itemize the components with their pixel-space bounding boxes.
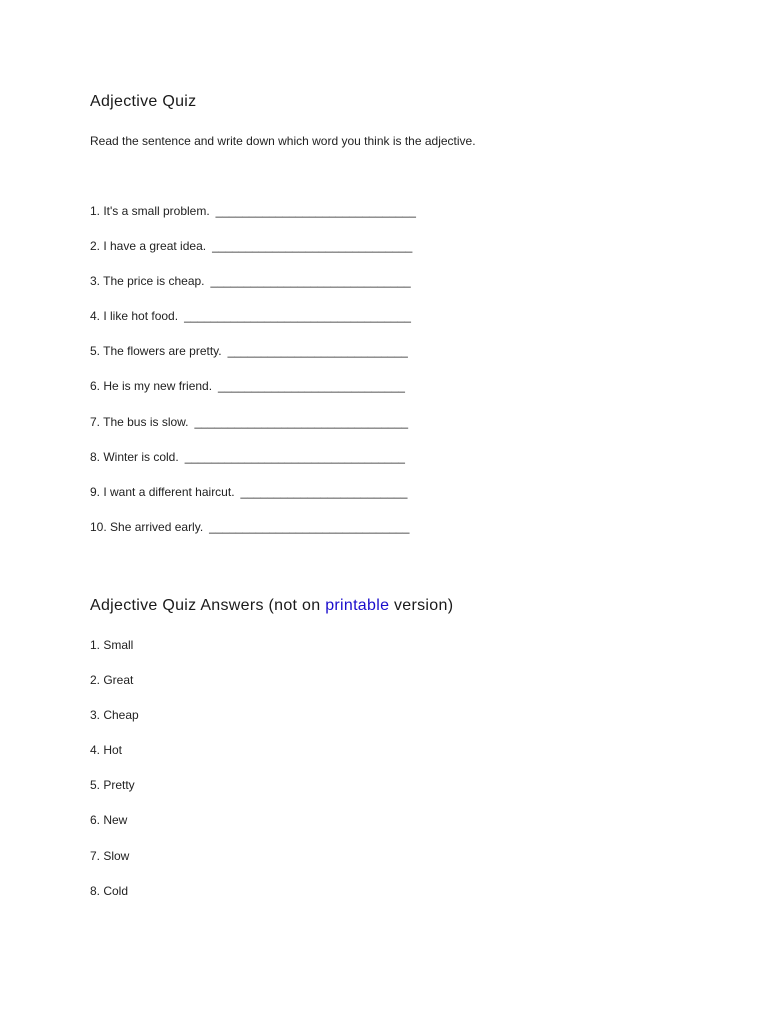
question-text: 10. She arrived early.: [90, 519, 204, 534]
answer-blank: __________________________________: [184, 309, 411, 324]
question-item: [90, 379, 416, 414]
question-item: [90, 520, 416, 555]
answer-blank: ________________________________: [194, 414, 409, 429]
page-title: Adjective Quiz: [90, 93, 197, 110]
answer-blank: ___________________________: [227, 344, 408, 359]
question-text: 1. It's a small problem.: [90, 204, 210, 218]
question-text: 2. I have a great idea.: [90, 239, 207, 254]
question-item: [90, 344, 416, 379]
printable-version-link[interactable]: printable: [325, 597, 390, 614]
answer-item: 5. Pretty: [90, 778, 135, 793]
answer-blank: _________________________: [240, 484, 408, 499]
question-text: 5. The flowers are pretty.: [90, 344, 222, 359]
answer-blank: ______________________________: [215, 204, 416, 218]
question-item: [90, 450, 416, 485]
answer-item: 3. Cheap: [90, 708, 139, 723]
question-item: [90, 415, 416, 450]
answer-blank: ______________________________: [209, 519, 410, 534]
question-item: [90, 309, 416, 344]
question-item: [90, 204, 416, 239]
question-text: 4. I like hot food.: [90, 309, 179, 324]
question-text: 7. The bus is slow.: [90, 414, 189, 429]
question-text: 8. Winter is cold.: [90, 449, 179, 464]
question-list: [90, 204, 416, 555]
question-item: [90, 274, 416, 309]
answer-item: 8. Cold: [90, 883, 129, 898]
question-text: 9. I want a different haircut.: [90, 484, 235, 499]
answer-item: 4. Hot: [90, 743, 123, 758]
answer-blank: ____________________________: [218, 379, 405, 394]
question-item: [90, 239, 416, 274]
answer-blank: ______________________________: [212, 239, 413, 254]
answer-item: 7. Slow: [90, 848, 130, 863]
question-text: 3. The price is cheap.: [90, 274, 205, 289]
answer-blank: ______________________________: [210, 274, 411, 289]
answer-item: 1. Small: [90, 638, 134, 652]
answers-heading-suffix: version): [389, 597, 454, 614]
instructions-text: Read the sentence and write down which word you think is the adjective.: [90, 134, 476, 148]
answer-blank: _________________________________: [184, 449, 405, 464]
answer-item: 2. Great: [90, 673, 134, 688]
question-text: 6. He is my new friend.: [90, 379, 213, 394]
answer-item: 6. New: [90, 813, 128, 828]
question-item: [90, 485, 416, 520]
answers-heading: [90, 597, 453, 615]
answers-heading-prefix: Adjective Quiz Answers (not on: [90, 597, 326, 614]
answer-list: [90, 638, 139, 919]
